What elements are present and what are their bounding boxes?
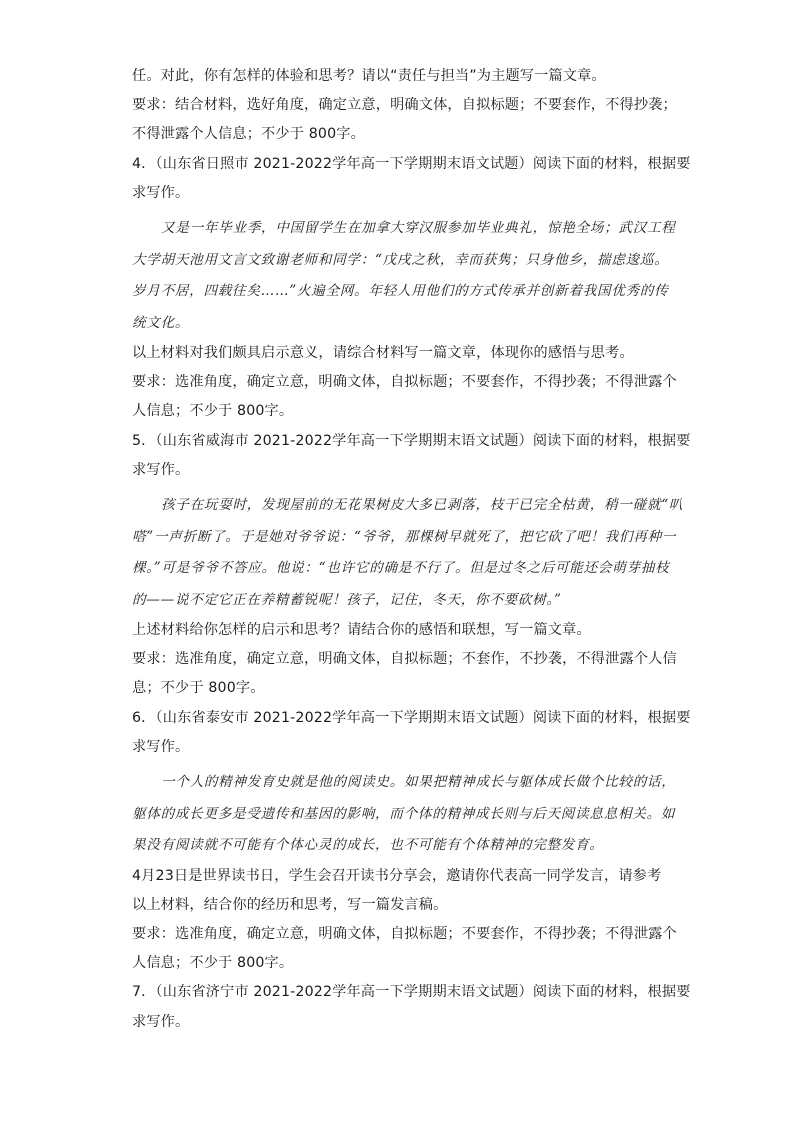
text-line: 要求：选准角度，确定立意，明确文体，自拟标题；不要套作，不得抄袭；不得泄露个 <box>132 374 677 391</box>
text-line: 不得泄露个人信息；不少于 800字。 <box>132 126 365 143</box>
text-line: 要求：结合材料，选好角度，确定立意，明确文体，自拟标题；不要套作，不得抄袭； <box>132 97 677 114</box>
question-heading: 4．（山东省日照市 2021-2022学年高一下学期期末语文试题）阅读下面的材料，根据要 <box>132 155 691 172</box>
material-line: 果没有阅读就不可能有个体心灵的成长，也不可能有个体精神的完整发育。 <box>132 837 604 854</box>
text-line: 求写作。 <box>132 738 190 755</box>
text-line: 要求：选准角度，确定立意，明确文体，自拟标题；不要套作，不得抄袭；不得泄露个 <box>132 925 677 942</box>
text-line: 以上材料对我们颇具启示意义，请综合材料写一篇文章，体现你的感悟与思考。 <box>132 345 634 362</box>
material-line: 孩子在玩耍时，发现屋前的无花果树皮大多已剥落，枝干已完全枯黄，稍一碰就“叭 <box>161 497 684 514</box>
material-line: 岁月不居，四载往矣……”火遍全网。年轻人用他们的方式传承并创新着我国优秀的传 <box>132 283 669 300</box>
text-line: 人信息；不少于 800字。 <box>132 955 294 972</box>
text-line: 求写作。 <box>132 1013 190 1030</box>
material-line: 统文化。 <box>132 314 190 331</box>
text-line: 4月23日是世界读书日，学生会召开读书分享会，邀请你代表高一同学发言，请参考 <box>132 867 662 884</box>
document-page <box>132 62 691 1037</box>
material-line: 嗒”一声折断了。于是她对爷爷说：“爷爷，那棵树早就死了，把它砍了吧！我们再种一 <box>132 528 677 545</box>
material-line: 大学胡天池用文言文致谢老师和同学：“戊戌之秋，幸而获隽；只身他乡，揣虑逡巡。 <box>132 251 669 268</box>
material-line: 躯体的成长更多是受遗传和基因的影响，而个体的精神成长则与后天阅读息息相关。如 <box>132 805 676 822</box>
text-line: 以上材料，结合你的经历和思考，写一篇发言稿。 <box>132 896 448 913</box>
material-line: 的——说不定它正在养精蓄锐呢！孩子，记住，冬天，你不要砍树。” <box>132 591 562 608</box>
text-line: 息；不少于 800字。 <box>132 680 265 697</box>
text-line: 上述材料给你怎样的启示和思考？请结合你的感悟和联想，写一篇文章。 <box>132 622 591 639</box>
material-line: 棵。”可是爷爷不答应。他说：“也许它的确是不行了。但是过冬之后可能还会萌芽抽枝 <box>132 560 670 577</box>
text-line: 人信息；不少于 800字。 <box>132 403 294 420</box>
text-line: 任。对此，你有怎样的体验和思考？请以“责任与担当”为主题写一篇文章。 <box>132 68 606 84</box>
material-line: 又是一年毕业季，中国留学生在加拿大穿汉服参加毕业典礼，惊艳全场；武汉工程 <box>161 220 676 237</box>
question-heading: 6．（山东省泰安市 2021-2022学年高一下学期期末语文试题）阅读下面的材料，根据要 <box>132 709 691 726</box>
text-line: 要求：选准角度，确定立意，明确文体，自拟标题；不套作，不抄袭，不得泄露个人信 <box>132 651 677 668</box>
question-heading: 5．（山东省威海市 2021-2022学年高一下学期期末语文试题）阅读下面的材料，根据要 <box>132 432 691 449</box>
text-line: 求写作。 <box>132 184 190 201</box>
question-heading: 7．（山东省济宁市 2021-2022学年高一下学期期末语文试题）阅读下面的材料，根据要 <box>132 984 691 1001</box>
text-line: 求写作。 <box>132 461 190 478</box>
material-line: 一个人的精神发育史就是他的阅读史。如果把精神成长与躯体成长做个比较的话， <box>161 774 676 791</box>
